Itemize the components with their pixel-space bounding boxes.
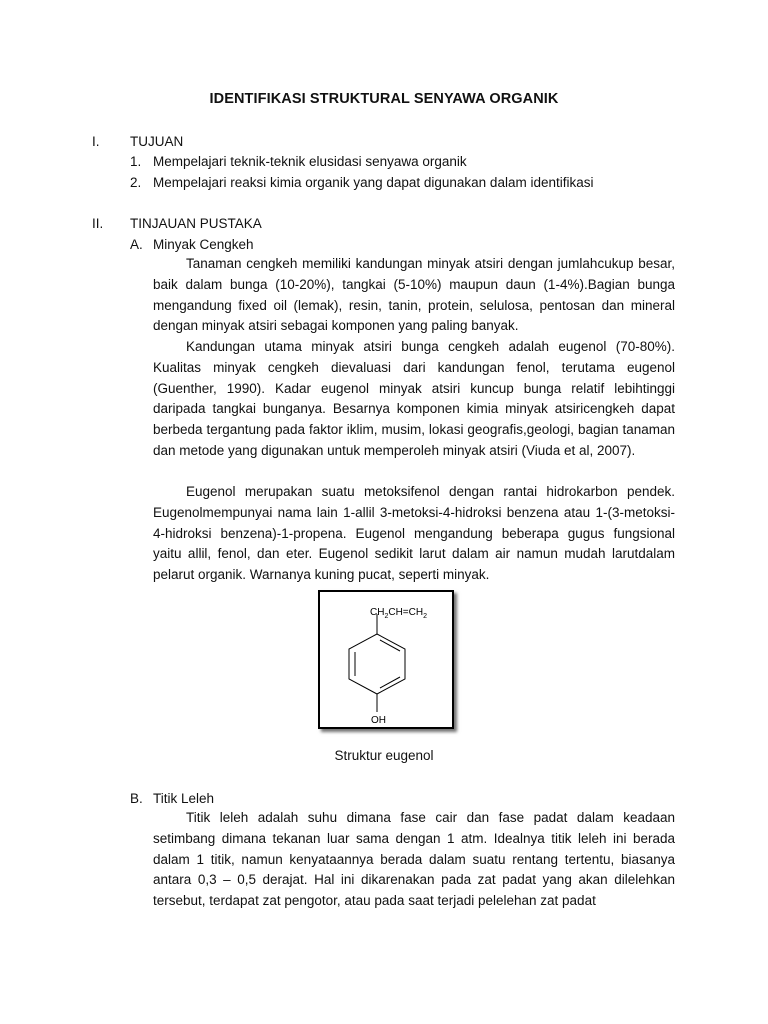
paragraph: Eugenol merupakan suatu metoksifenol dengan rantai hidrokarbon pendek. Eugenolmempunyai nama lain 1-allil 3-metoksi-4-hidroksi benzena atau 1-(3-metoksi-4-hidroksi benzena)-1-propena. Eugenol mengandung beberapa gugus fungsional yaitu allil, fenol, dan eter. Eugenol sedikit larut dalam air namun mudah larutdalam pelarut organik. Warnanya kuning pucat, seperti minyak. xyxy=(153,484,675,583)
figure-caption: Struktur eugenol xyxy=(334,748,434,763)
section-title: TINJAUAN PUSTAKA xyxy=(130,216,262,231)
benzene-ring-diagram xyxy=(320,592,452,727)
eugenol-structure-figure xyxy=(318,590,454,729)
paragraph: Kandungan utama minyak atsiri bunga cengkeh adalah eugenol (70-80%). Kualitas minyak cengkeh dievaluasi dari kandungan fenol, terutama eugenol (Guenther, 1990). Kadar eugenol minyak atsiri kuncup bunga relatif lebihtinggi daripada tangkai bunganya. Besarnya komponen kimia minyak atsiricengkeh dapat berbeda tergantung pada faktor iklim, musim, lokasi geografis,geologi, bagian tanaman dan metode yang digunakan untuk memperoleh minyak atsiri (Viuda et al, 2007). xyxy=(153,339,675,458)
subsection-letter: A. xyxy=(130,237,143,252)
paragraph: Titik leleh adalah suhu dimana fase cair dan fase padat dalam keadaan setimbang dimana tekanan luar sama dengan 1 atm. Idealnya titik leleh ini berada dalam 1 titik, namun kenyataannya berada dalam suatu rentang tertentu, biasanya antara 0,3 – 0,5 derajat. Hal ini dikarenakan pada zat padat yang akan dilelehkan tersebut, terdapat zat pengotor, atau pada saat terjadi pelelehan zat padat xyxy=(153,810,675,909)
list-item-number: 1. xyxy=(130,154,142,169)
paragraph: Tanaman cengkeh memiliki kandungan minyak atsiri dengan jumlahcukup besar, baik dalam bunga (10-20%), tangkai (5-10%) maupun daun (1-4%).Bagian bunga mengandung fixed oil (lemak), resin, tanin, protein, selulosa, pentosan dan mineral dengan minyak atsiri sebagai komponen yang paling banyak. xyxy=(153,256,675,334)
document-title: IDENTIFIKASI STRUKTURAL SENYAWA ORGANIK xyxy=(209,91,559,107)
allyl-chain-label: $CH_2CH=CH_2$ xyxy=(370,607,427,620)
subsection-title: Minyak Cengkeh xyxy=(153,237,254,252)
subsection-letter: B. xyxy=(130,791,143,806)
list-item-number: 2. xyxy=(130,175,142,190)
list-item-text: Mempelajari teknik-teknik elusidasi senyawa organik xyxy=(153,154,467,169)
list-item-text: Mempelajari reaksi kimia organik yang dapat digunakan dalam identifikasi xyxy=(153,175,594,190)
section-title: TUJUAN xyxy=(130,134,184,149)
subsection-title: Titik Leleh xyxy=(153,791,215,806)
section-number: I. xyxy=(92,134,100,149)
hydroxyl-label: OH xyxy=(371,715,386,726)
section-number: II. xyxy=(92,216,104,231)
